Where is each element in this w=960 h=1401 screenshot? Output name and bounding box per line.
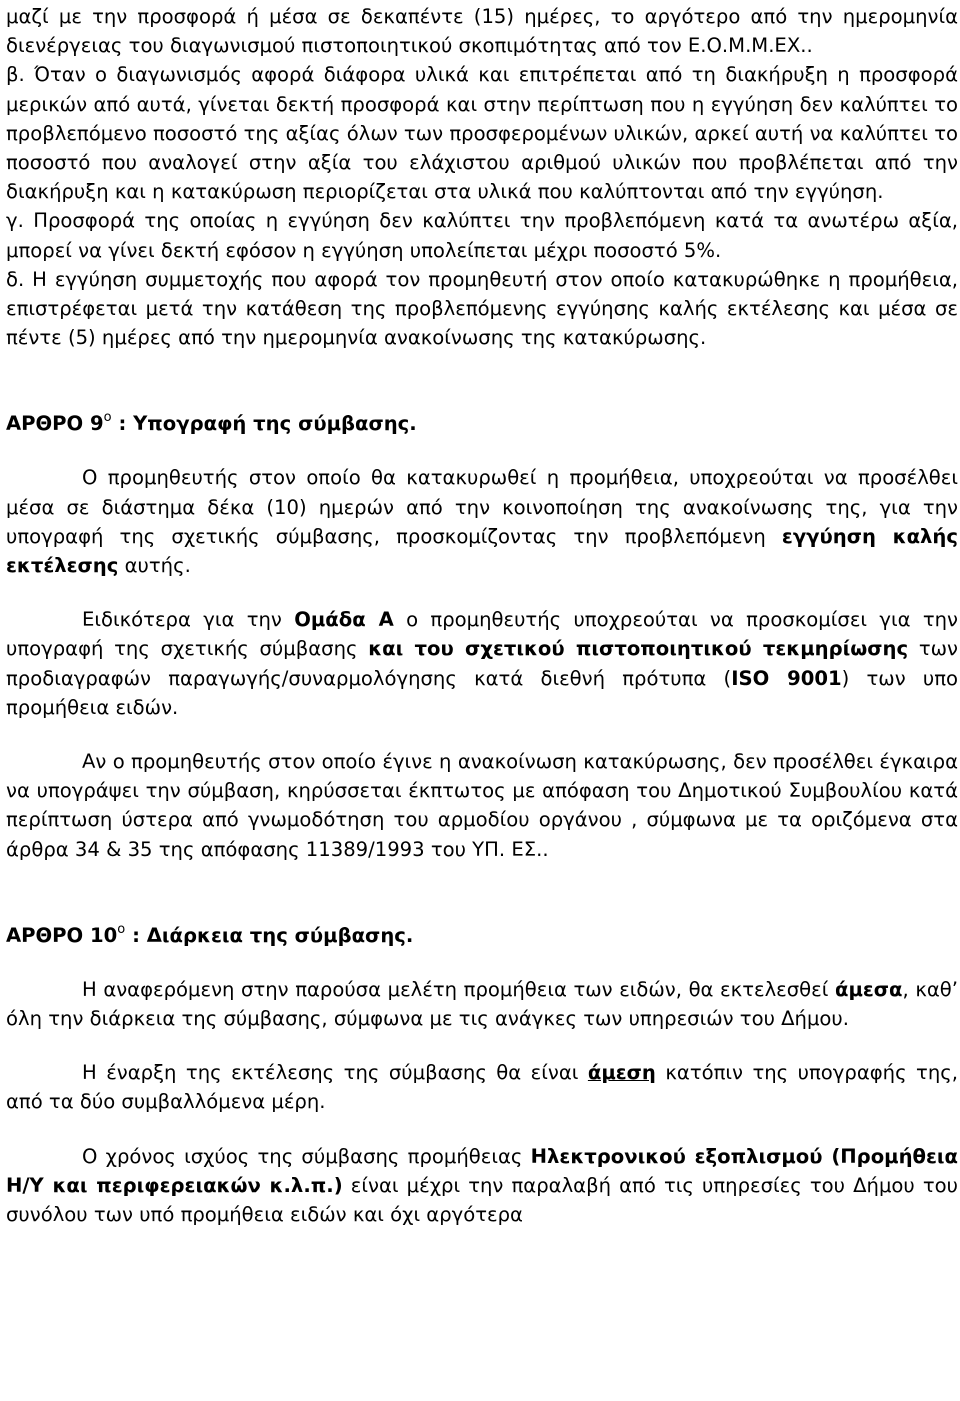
- article-9-superscript: ο: [103, 410, 112, 426]
- paragraph-c: γ. Προσφορά της οποίας η εγγύηση δεν καλύπτει την προβλεπόμενη κατά τα ανωτέρω αξία, μπορεί να γίνει δεκτή εφόσον η εγγύηση υπολείπεται μέχρι ποσοστό 5%.: [6, 209, 958, 262]
- article-9-label: ΑΡΘΡΟ 9: [6, 412, 104, 436]
- bold-text: Ομάδα Α: [294, 608, 394, 632]
- text-run: Ο προμηθευτής στον οποίο θα κατακυρωθεί η προμήθεια, υποχρεούται να προσέλθει μέσα σε διάστημα δέκα (10) ημερών από την κοινοποίηση της ανακοίνωσης της, για την υπογραφή της σχετικής σύμβασης, προσκομίζοντας την προβλεπόμενη: [6, 466, 958, 548]
- text-run: Η έναρξη της εκτέλεσης της σύμβασης θα είναι: [82, 1061, 588, 1085]
- article-9-heading: [6, 409, 958, 438]
- article-9-paragraph-3: Αν ο προμηθευτής στον οποίο έγινε η ανακοίνωση κατακύρωσης, δεν προσέλθει έγκαιρα να υπογράψει την σύμβαση, κηρύσσεται έκπτωτος με απόφαση του Δημοτικού Συμβουλίου κατά περίπτωση ύστερα από γνωμοδότηση του αρμοδίου οργάνου , σύμφωνα με τα οριζόμενα στα άρθρα 34 & 35 της απόφασης 11389/1993 του ΥΠ. ΕΣ..: [6, 750, 958, 861]
- spacer: [6, 950, 958, 975]
- text-run: κατόπιν της υπογραφής της, από τα δύο συμβαλλόμενα μέρη.: [6, 1061, 958, 1114]
- spacer: [6, 722, 958, 747]
- text-run: είναι μέχρι την παραλαβή από τις υπηρεσίες του Δήμου του συνόλου των υπό προμήθεια ειδών και όχι αργότερα: [6, 1173, 958, 1227]
- article-9-paragraph-2: [6, 605, 958, 722]
- paragraph-a-continuation: μαζί με την προσφορά ή μέσα σε δεκαπέντε (15) ημέρες, το αργότερο από την ημερομηνία διενέργειας του διαγωνισμού πιστοποιητικού σκοπιμότητας από τον Ε.Ο.Μ.Μ.ΕΧ..: [6, 5, 958, 58]
- text-run: ο προμηθευτής υποχρεούται να προσκομίσει για την υπογραφή της σχετικής σύμβασης: [6, 608, 958, 661]
- paragraph-d: δ. Η εγγύηση συμμετοχής που αφορά τον προμηθευτή στον οποίο κατακυρώθηκε η προμήθεια, επιστρέφεται μετά την κατάθεση της προβλεπόμενης εγγύησης καλής εκτέλεσης και μέσα σε πέντε (5) ημέρες από την ημερομηνία ανακοίνωσης της κατακύρωσης.: [6, 267, 958, 350]
- spacer: [6, 1117, 958, 1142]
- bold-text: και του σχετικού πιστοποιητικού τεκμηρίωσης: [368, 637, 909, 661]
- bold-text: άμεσα: [834, 977, 903, 1001]
- article-10-title: : Διάρκεια της σύμβασης.: [125, 923, 414, 947]
- spacer: [6, 352, 958, 409]
- paragraph-b: β. Όταν ο διαγωνισμός αφορά διάφορα υλικά και επιτρέπεται από τη διακήρυξη η προσφορά μερικών από αυτά, γίνεται δεκτή προσφορά και στην περίπτωση που η εγγύηση δεν καλύπτει το προβλεπόμενο ποσοστό της αξίας όλων των προσφερομένων υλικών, αρκεί αυτή να καλύπτει το ποσοστό που αναλογεί στην αξία του ελάχιστου αριθμού υλικών που προβλέπεται από την διακήρυξη και η κατακύρωση περιορίζεται στα υλικά που καλύπτονται από την εγγύηση.: [6, 63, 958, 204]
- bold-text: εγγύηση καλής εκτέλεσης: [6, 524, 958, 578]
- text-run: αυτής.: [118, 554, 191, 578]
- text-run: Η αναφερόμενη στην παρούσα μελέτη προμήθεια των ειδών, θα εκτελεσθεί: [82, 977, 835, 1001]
- article-10-superscript: ο: [117, 921, 126, 937]
- article-9-paragraph-1: [6, 463, 958, 580]
- article-10-paragraph-1: [6, 975, 958, 1033]
- text-run: Ο χρόνος ισχύος της σύμβασης προμήθειας: [82, 1144, 531, 1168]
- article-10-paragraph-3: [6, 1142, 958, 1230]
- article-10-paragraph-2: [6, 1058, 958, 1116]
- text-run: , καθ’ όλη την διάρκεια της σύμβασης, σύμφωνα με τις ανάγκες των υπηρεσιών του Δήμου.: [6, 977, 958, 1031]
- spacer: [6, 864, 958, 921]
- article-10-label: ΑΡΘΡΟ 10: [6, 923, 118, 947]
- spacer: [6, 580, 958, 605]
- spacer: [6, 1033, 958, 1058]
- article-9-title: : Υπογραφή της σύμβασης.: [111, 412, 417, 436]
- bold-text: Ηλεκτρονικού εξοπλισμού (Προμήθεια Η/Υ και περιφερειακών κ.λ.π.): [6, 1144, 958, 1197]
- bold-underlined-text: άμεση: [587, 1061, 656, 1085]
- article-10-heading: [6, 921, 958, 950]
- text-run: των προδιαγραφών παραγωγής/συναρμολόγησης κατά διεθνή πρότυπα (: [6, 637, 958, 690]
- document-page: [6, 2, 958, 1229]
- text-run: ) των υπο προμήθεια ειδών.: [6, 666, 958, 719]
- bold-text: ISO 9001: [731, 666, 842, 690]
- spacer: [6, 438, 958, 463]
- text-run: Ειδικότερα για την: [82, 608, 295, 632]
